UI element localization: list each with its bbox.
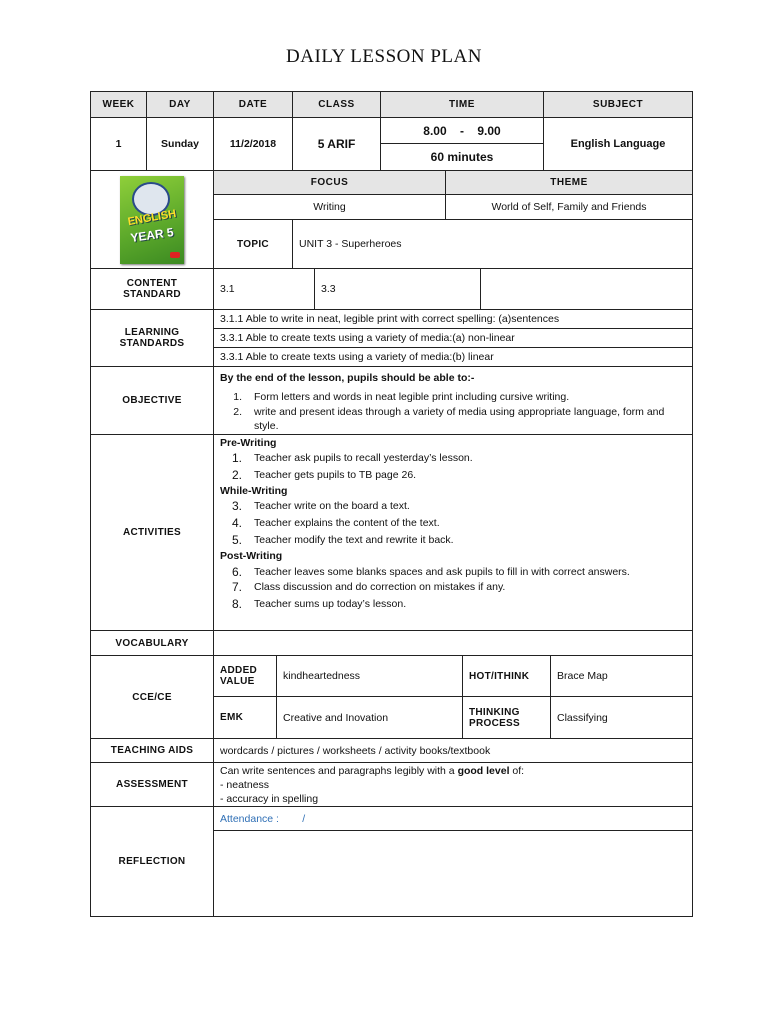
page-title: DAILY LESSON PLAN: [286, 46, 482, 67]
focus-header: FOCUS: [213, 170, 446, 195]
class-value: 5 ARIF: [292, 117, 381, 171]
cover-title: ENGLISH: [126, 207, 178, 229]
time-range: 8.00 - 9.00: [380, 117, 544, 144]
emk-value: Creative and Inovation: [276, 696, 463, 739]
lesson-plan-table: [91, 92, 694, 918]
date-value: 11/2/2018: [213, 117, 293, 171]
date-header: DATE: [213, 91, 293, 118]
objective-intro: By the end of the lesson, pupils should be able to:-: [220, 372, 475, 384]
vocabulary-value: [213, 630, 693, 656]
attendance-field: Attendance : /: [213, 806, 693, 831]
assessment-line: Can write sentences and paragraphs legibly with a good level of:: [220, 765, 525, 777]
objective-content: [213, 366, 693, 435]
learning-standard-item: 3.3.1 Able to create texts using a variety of media:(b) linear: [213, 347, 693, 367]
list-item: 6. Teacher leaves some blanks spaces and ask pupils to fill in with correct answers.: [231, 565, 630, 579]
cover-badge: [170, 252, 180, 258]
reflection-notes: [213, 830, 693, 917]
list-item: 4. Teacher explains the content of the text.: [231, 516, 440, 530]
day-header: DAY: [146, 91, 214, 118]
week-header: WEEK: [90, 91, 147, 118]
thinking-process-value: Classifying: [550, 696, 693, 739]
time-header: TIME: [380, 91, 544, 118]
teaching-aids-value: wordcards / pictures / worksheets / activity books/textbook: [213, 738, 693, 763]
activities-label: ACTIVITIES: [90, 434, 214, 631]
content-standard-1: 3.1: [213, 268, 315, 310]
textbook-cover-image: [120, 176, 184, 264]
thinking-process-label: THINKING PROCESS: [462, 696, 551, 739]
theme-value: World of Self, Family and Friends: [445, 194, 693, 220]
content-standard-3: [480, 268, 693, 310]
teaching-aids-label: TEACHING AIDS: [90, 738, 214, 763]
assessment-line: - neatness: [220, 779, 270, 791]
list-item: 2. Teacher gets pupils to TB page 26.: [231, 468, 417, 482]
class-header: CLASS: [292, 91, 381, 118]
list-item: 2. write and present ideas through a variety of media using appropriate language, form and style.: [233, 406, 665, 432]
content-standard-label: CONTENT STANDARD: [90, 268, 214, 310]
time-duration: 60 minutes: [380, 143, 544, 171]
list-item: 5. Teacher modify the text and rewrite it back.: [231, 533, 454, 547]
assessment-content: [213, 762, 693, 807]
list-item: 1. Form letters and words in neat legible print including cursive writing.: [233, 391, 570, 403]
objective-label: OBJECTIVE: [90, 366, 214, 435]
vocabulary-label: VOCABULARY: [90, 630, 214, 656]
content-standard-2: 3.3: [314, 268, 481, 310]
assessment-line: - accuracy in spelling: [220, 793, 319, 805]
week-value: 1: [90, 117, 147, 171]
hot-value: Brace Map: [550, 655, 693, 697]
list-item: 7. Class discussion and do correction on mistakes if any.: [231, 580, 506, 594]
subject-header: SUBJECT: [543, 91, 693, 118]
learning-standard-item: 3.3.1 Able to create texts using a variety of media:(a) non-linear: [213, 328, 693, 348]
list-item: 3. Teacher write on the board a text.: [231, 499, 410, 513]
reflection-label: REFLECTION: [90, 806, 214, 917]
while-writing-heading: While-Writing: [220, 485, 288, 497]
added-value-label: ADDED VALUE: [213, 655, 277, 697]
assessment-label: ASSESSMENT: [90, 762, 214, 807]
emk-label: EMK: [213, 696, 277, 739]
list-item: 8. Teacher sums up today’s lesson.: [231, 597, 407, 611]
learning-standard-item: 3.1.1 Able to write in neat, legible print with correct spelling: (a)sentences: [213, 309, 693, 329]
learning-standards-label: LEARNING STANDARDS: [90, 309, 214, 367]
topic-value: UNIT 3 - Superheroes: [292, 219, 693, 269]
list-item: 1. Teacher ask pupils to recall yesterday’s lesson.: [231, 451, 473, 465]
cce-label: CCE/CE: [90, 655, 214, 739]
added-value: kindheartedness: [276, 655, 463, 697]
activities-content: [213, 434, 693, 631]
hot-label: HOT/ITHINK: [462, 655, 551, 697]
pre-writing-heading: Pre-Writing: [220, 437, 277, 449]
subject-value: English Language: [543, 117, 693, 171]
theme-header: THEME: [445, 170, 693, 195]
post-writing-heading: Post-Writing: [220, 550, 283, 562]
cover-year: YEAR 5: [129, 225, 175, 245]
topic-label: TOPIC: [213, 219, 293, 269]
focus-value: Writing: [213, 194, 446, 220]
day-value: Sunday: [146, 117, 214, 171]
